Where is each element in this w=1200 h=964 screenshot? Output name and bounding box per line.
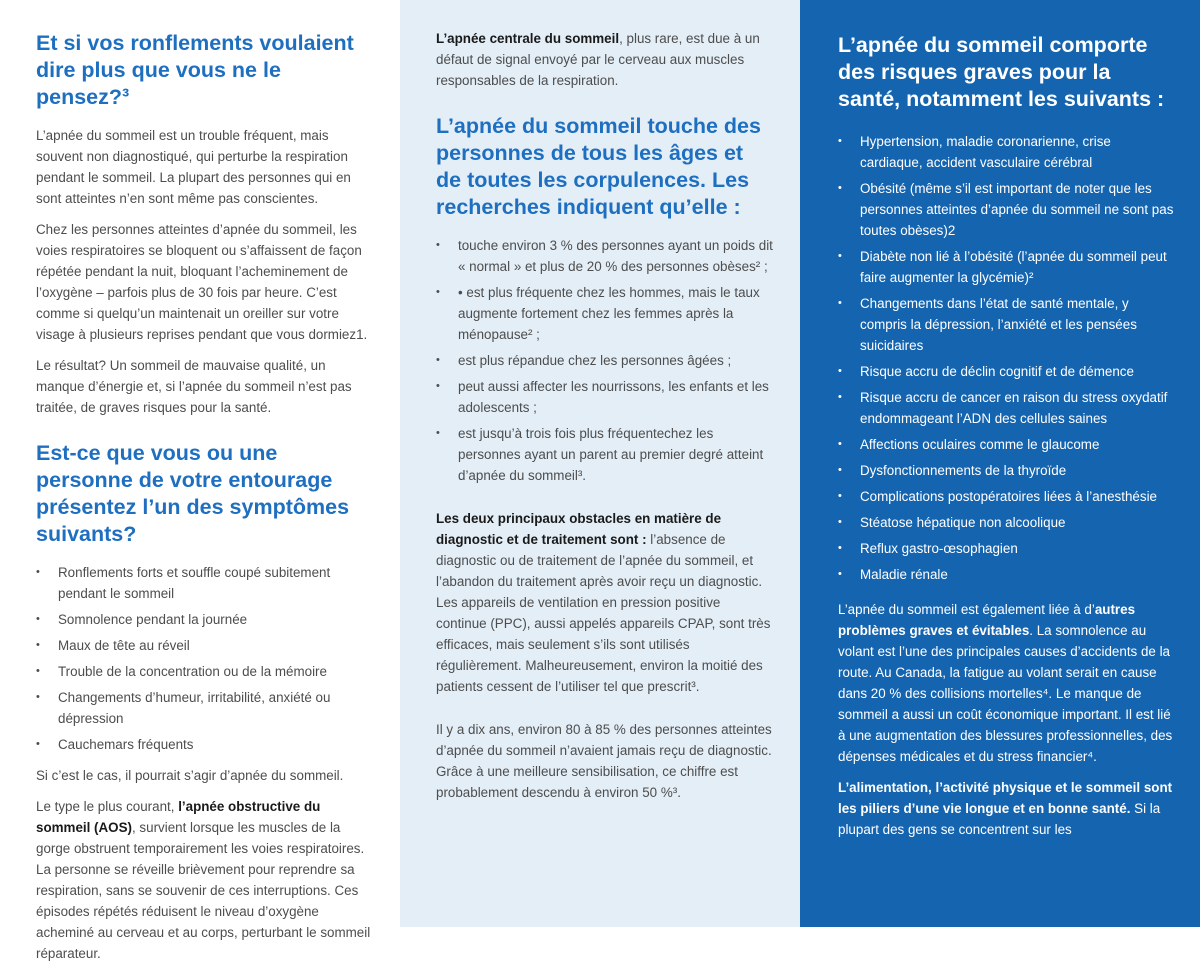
bullet-icon: • — [36, 639, 40, 651]
diagnosis-stats-paragraph: Il y a dix ans, environ 80 à 85 % des personnes atteintes d’apnée du sommeil n’avaient jamais reçu de diagnostic. Grâce à une meilleure sensibilisation, ce chiffre est probablement descendu à environ 50 %³. — [436, 722, 772, 800]
risks-list — [838, 131, 1174, 585]
list-item: • Maladie rénale — [838, 564, 1174, 585]
list-item: • peut aussi affecter les nourrissons, les enfants et les adolescents ; — [436, 376, 774, 418]
list-item: • Hypertension, maladie coronarienne, crise cardiaque, accident vasculaire cérébral — [838, 131, 1174, 173]
list-item: • Risque accru de cancer en raison du stress oxydatif endommageant l’ADN des cellules saines — [838, 387, 1174, 429]
bullet-icon: • — [838, 438, 842, 450]
list-item: • Obésité (même s’il est important de noter que les personnes atteintes d’apnée du sommeil ne sont pas toutes obèses)2 — [838, 178, 1174, 241]
bullet-icon: • — [36, 691, 40, 703]
list-item: • Ronflements forts et souffle coupé subitement pendant le sommeil — [36, 562, 372, 604]
symptoms-list — [36, 562, 372, 755]
research-list — [436, 235, 774, 486]
list-item: • Stéatose hépatique non alcoolique — [838, 512, 1174, 533]
bullet-icon: • — [838, 391, 842, 403]
list-item: • Affections oculaires comme le glaucome — [838, 434, 1174, 455]
list-item: • Dysfonctionnements de la thyroïde — [838, 460, 1174, 481]
bullet-icon: • — [838, 365, 842, 377]
list-item: • Maux de tête au réveil — [36, 635, 372, 656]
bullet-icon: • — [436, 239, 440, 251]
bullet-icon: • — [36, 738, 40, 750]
result-paragraph: Le résultat? Un sommeil de mauvaise qualité, un manque d’énergie et, si l’apnée du sommeil n’est pas traitée, de graves risques pour la santé. — [36, 358, 352, 415]
other-problems-paragraph: L’apnée du sommeil est également liée à d’autres problèmes graves et évitables. La somnolence au volant est l’une des principales causes d’accidents de la route. Au Canada, la fatigue au volant serait en cause dans 20 % des collisions mortelles⁴. Le manque de sommeil a aussi un coût économique important. Il est lié à une augmentation des blessures professionnelles, des dépenses médicales et du stress financier⁴. — [838, 602, 1173, 764]
middle-column — [400, 0, 800, 927]
bullet-icon: • — [436, 380, 440, 392]
list-item: • • est plus fréquente chez les hommes, mais le taux augmente fortement chez les femmes après la ménopause² ; — [436, 282, 774, 345]
list-item: • Cauchemars fréquents — [36, 734, 372, 755]
bullet-icon: • — [36, 566, 40, 578]
heading-symptoms: Est-ce que vous ou une personne de votre entourage présentez l’un des symptômes suivants? — [36, 441, 350, 546]
obstacles-term: Les deux principaux obstacles en matière de diagnostic et de traitement sont : — [436, 511, 722, 547]
list-item: • Changements d’humeur, irritabilité, anxiété ou dépression — [36, 687, 372, 729]
list-item: • Complications postopératoires liées à l’anesthésie — [838, 486, 1174, 507]
right-column — [800, 0, 1200, 927]
obstacles-paragraph: Les deux principaux obstacles en matière de diagnostic et de traitement sont : l’absence de diagnostic ou de traitement de l’apnée du sommeil, et l’abandon du traitement après avoir reçu un diagnostic. Les appareils de ventilation en pression positive continue (PPC), aussi appelés appareils CPAP, sont très efficaces, mais seulement s’ils sont utilisés régulièrement. Malheureusement, environ la moitié des patients cessent de l’utiliser tel que prescrit³. — [436, 511, 771, 694]
list-item: • est jusqu’à trois fois plus fréquentechez les personnes ayant un parent au premier degré atteint d’apnée du sommeil³. — [436, 423, 774, 486]
bullet-icon: • — [838, 250, 842, 262]
pillars-paragraph: L’alimentation, l’activité physique et le sommeil sont les piliers d’une vie longue et en bonne santé. Si la plupart des gens se concentrent sur les — [838, 780, 1173, 837]
bullet-icon: • — [838, 297, 842, 309]
bullet-icon: • — [838, 464, 842, 476]
bullet-icon: • — [838, 490, 842, 502]
bullet-icon: • — [436, 427, 440, 439]
central-apnea-term: L’apnée centrale du sommeil — [436, 31, 620, 46]
bullet-icon: • — [436, 286, 440, 298]
list-item: • est plus répandue chez les personnes âgées ; — [436, 350, 774, 371]
list-item: • Diabète non lié à l’obésité (l’apnée du sommeil peut faire augmenter la glycémie)² — [838, 246, 1174, 288]
conclusion-paragraph: Si c’est le cas, il pourrait s’agir d’apnée du sommeil. — [36, 768, 344, 783]
central-apnea-paragraph: L’apnée centrale du sommeil, plus rare, est due à un défaut de signal envoyé par le cerveau aux muscles responsables de la respiration. — [436, 31, 760, 88]
bullet-icon: • — [436, 354, 440, 366]
list-item: • touche environ 3 % des personnes ayant un poids dit « normal » et plus de 20 % des personnes obèses² ; — [436, 235, 774, 277]
bullet-icon: • — [36, 665, 40, 677]
other-problems-term: autres problèmes graves et évitables — [838, 602, 1136, 638]
bullet-icon: • — [838, 542, 842, 554]
aos-term: l’apnée obstructive du sommeil (AOS) — [36, 799, 321, 835]
bullet-icon: • — [838, 568, 842, 580]
airway-paragraph: Chez les personnes atteintes d’apnée du sommeil, les voies respiratoires se bloquent ou s’affaissent de façon répétée pendant la nuit, bloquant l’acheminement de l’oxygène – parfois plus de 30 fois par heure. C’est comme si quelqu’un maintenait un oreiller sur votre visage à plusieurs reprises pendant que vous dormiez1. — [36, 222, 368, 342]
heading-health-risks: L’apnée du sommeil comporte des risques graves pour la santé, notamment les suivants : — [838, 33, 1165, 111]
list-item: • Reflux gastro-œsophagien — [838, 538, 1174, 559]
list-item: • Somnolence pendant la journée — [36, 609, 372, 630]
list-item: • Changements dans l’état de santé mentale, y compris la dépression, l’anxiété et les pensées suicidaires — [838, 293, 1174, 356]
intro-paragraph: L’apnée du sommeil est un trouble fréquent, mais souvent non diagnostiqué, qui perturbe la respiration pendant le sommeil. La plupart des personnes qui en sont atteintes n’en sont même pas conscientes. — [36, 128, 351, 206]
bullet-icon: • — [838, 182, 842, 194]
aos-paragraph: Le type le plus courant, l’apnée obstructive du sommeil (AOS), survient lorsque les muscles de la gorge obstruent temporairement les voies respiratoires. La personne se réveille brièvement pour reprendre sa respiration, sans se souvenir de ces interruptions. Ces épisodes répétés réduisent le niveau d’oxygène acheminé au cerveau et au corps, perturbant le sommeil réparateur. — [36, 799, 371, 961]
pillars-term: L’alimentation, l’activité physique et le sommeil sont les piliers d’une vie longue et en bonne santé. — [838, 780, 1173, 816]
list-item: • Risque accru de déclin cognitif et de démence — [838, 361, 1174, 382]
heading-snoring: Et si vos ronflements voulaient dire plus que vous ne le pensez?³ — [36, 31, 354, 109]
heading-who-affected: L’apnée du sommeil touche des personnes de tous les âges et de toutes les corpulences. Les recherches indiquent qu’elle : — [436, 114, 761, 219]
bullet-icon: • — [36, 613, 40, 625]
bullet-icon: • — [838, 516, 842, 528]
bullet-icon: • — [838, 135, 842, 147]
list-item: • Trouble de la concentration ou de la mémoire — [36, 661, 372, 682]
left-column — [0, 0, 400, 961]
